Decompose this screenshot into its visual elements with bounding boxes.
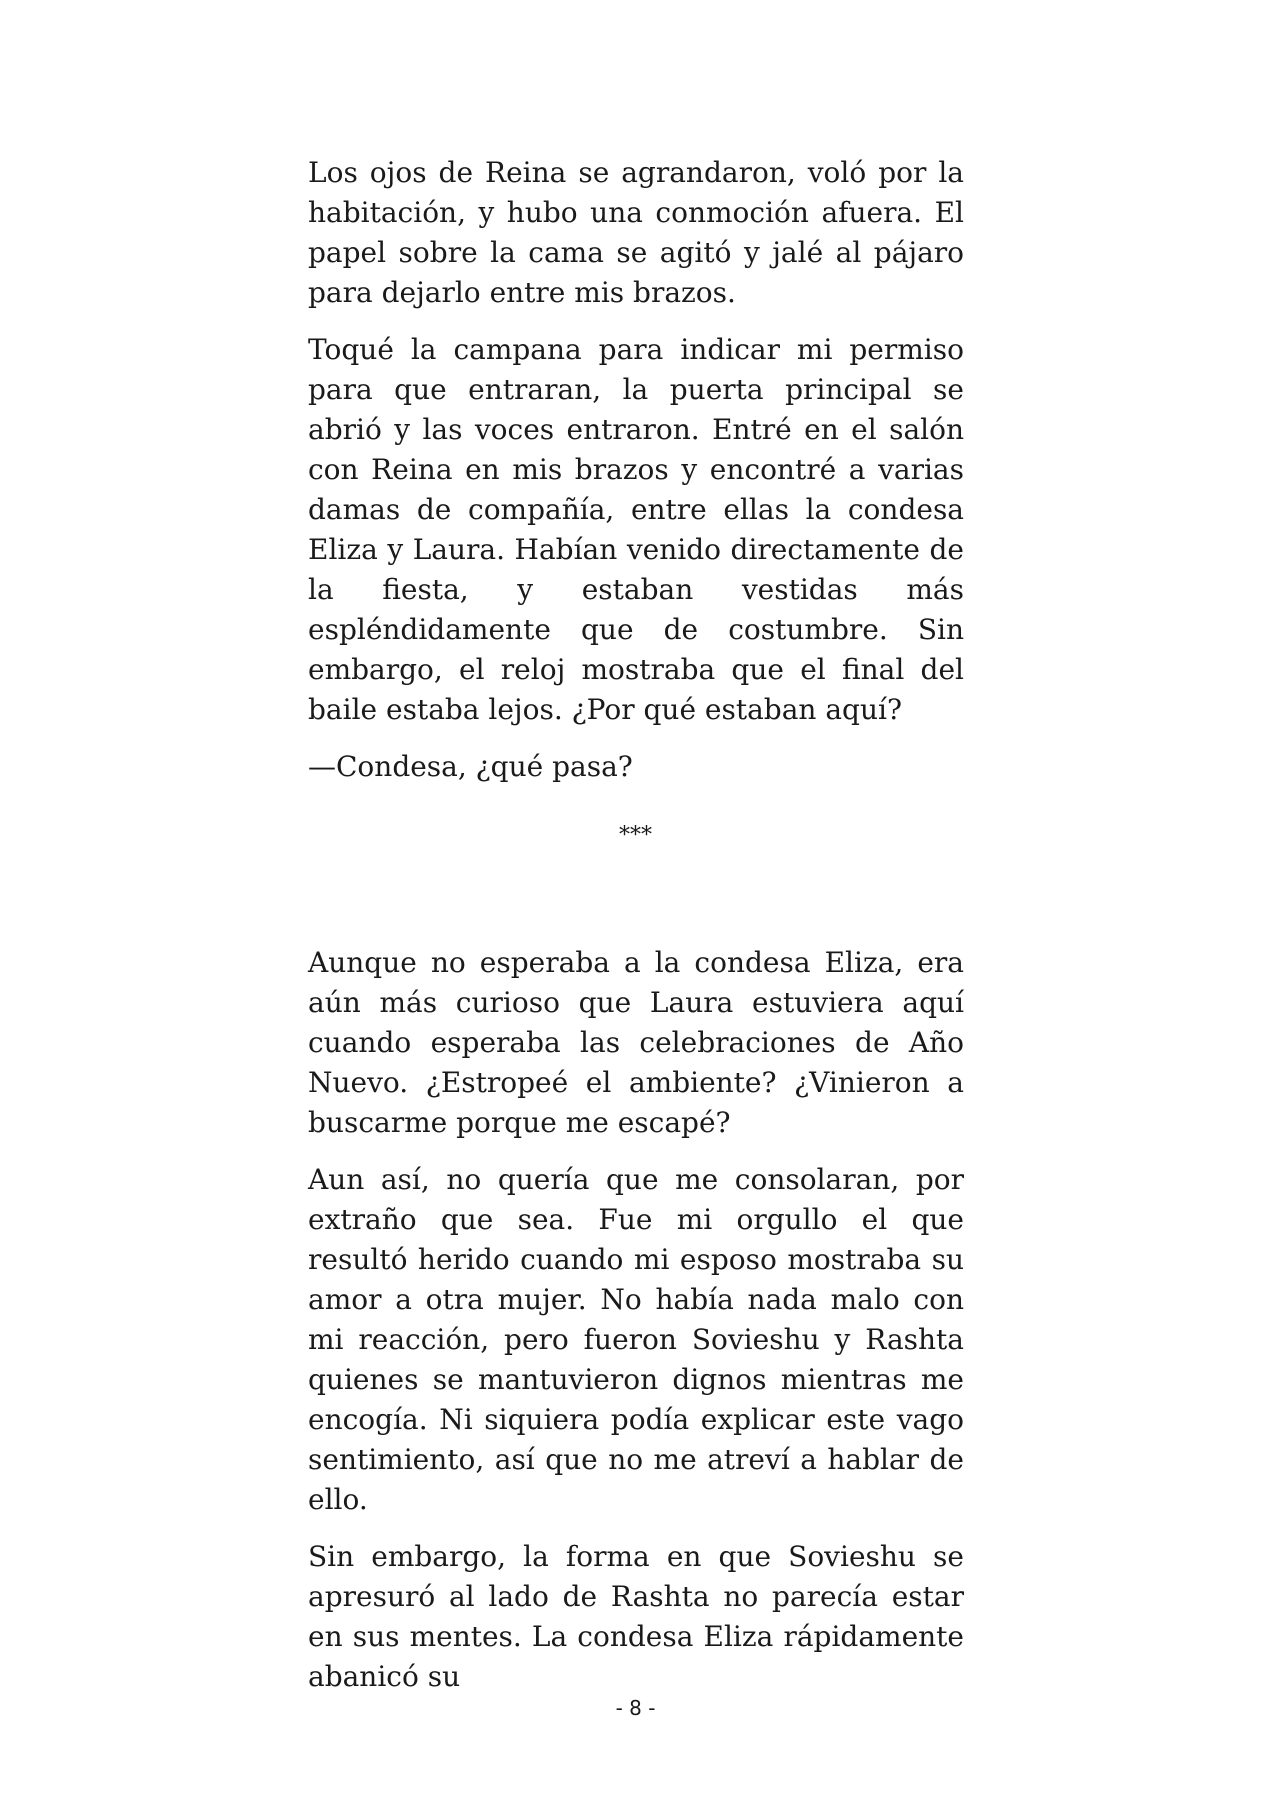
paragraph-countess-eliza: Aunque no esperaba a la condesa Eliza, era aún más curioso que Laura estuviera aquí cuando esperaba las celebraciones de Año Nuevo. ¿Estropeé el ambiente? ¿Vinieron a buscarme porque me escapé? [308, 946, 964, 1139]
paragraph-pride: Aun así, no quería que me consolaran, por extraño que sea. Fue mi orgullo el que resultó herido cuando mi esposo mostraba su amor a otra mujer. No había nada malo con mi reacción, pero fueron Sovieshu y Rashta quienes se mantuvieron dignos mientras me encogía. Ni siquiera podía explicar este vago sentimiento, así que no me atreví a hablar de ello. [308, 1163, 964, 1516]
page-number: - 8 - [615, 1696, 656, 1720]
section-separator: *** [619, 823, 652, 848]
paragraph-reina-eyes: Los ojos de Reina se agrandaron, voló por la habitación, y hubo una conmoción afuera. El papel sobre la cama se agitó y jalé al pájaro para dejarlo entre mis brazos. [308, 156, 964, 309]
paragraph-sovieshu: Sin embargo, la forma en que Sovieshu se apresuró al lado de Rashta no parecía estar en sus mentes. La condesa Eliza rápidamente abanicó su [308, 1540, 964, 1693]
paragraph-bell: Toqué la campana para indicar mi permiso para que entraran, la puerta principal se abrió y las voces entraron. Entré en el salón con Reina en mis brazos y encontré a varias damas de compañía, entre ellas la condesa Eliza y Laura. Habían venido directamente de la fiesta, y estaban vestidas más espléndidamente que de costumbre. Sin embargo, el reloj mostraba que el final del baile estaba lejos. ¿Por qué estaban aquí? [308, 333, 964, 726]
section-one [308, 153, 964, 804]
dialogue-line: —Condesa, ¿qué pasa? [308, 750, 633, 783]
section-two [308, 943, 964, 1714]
